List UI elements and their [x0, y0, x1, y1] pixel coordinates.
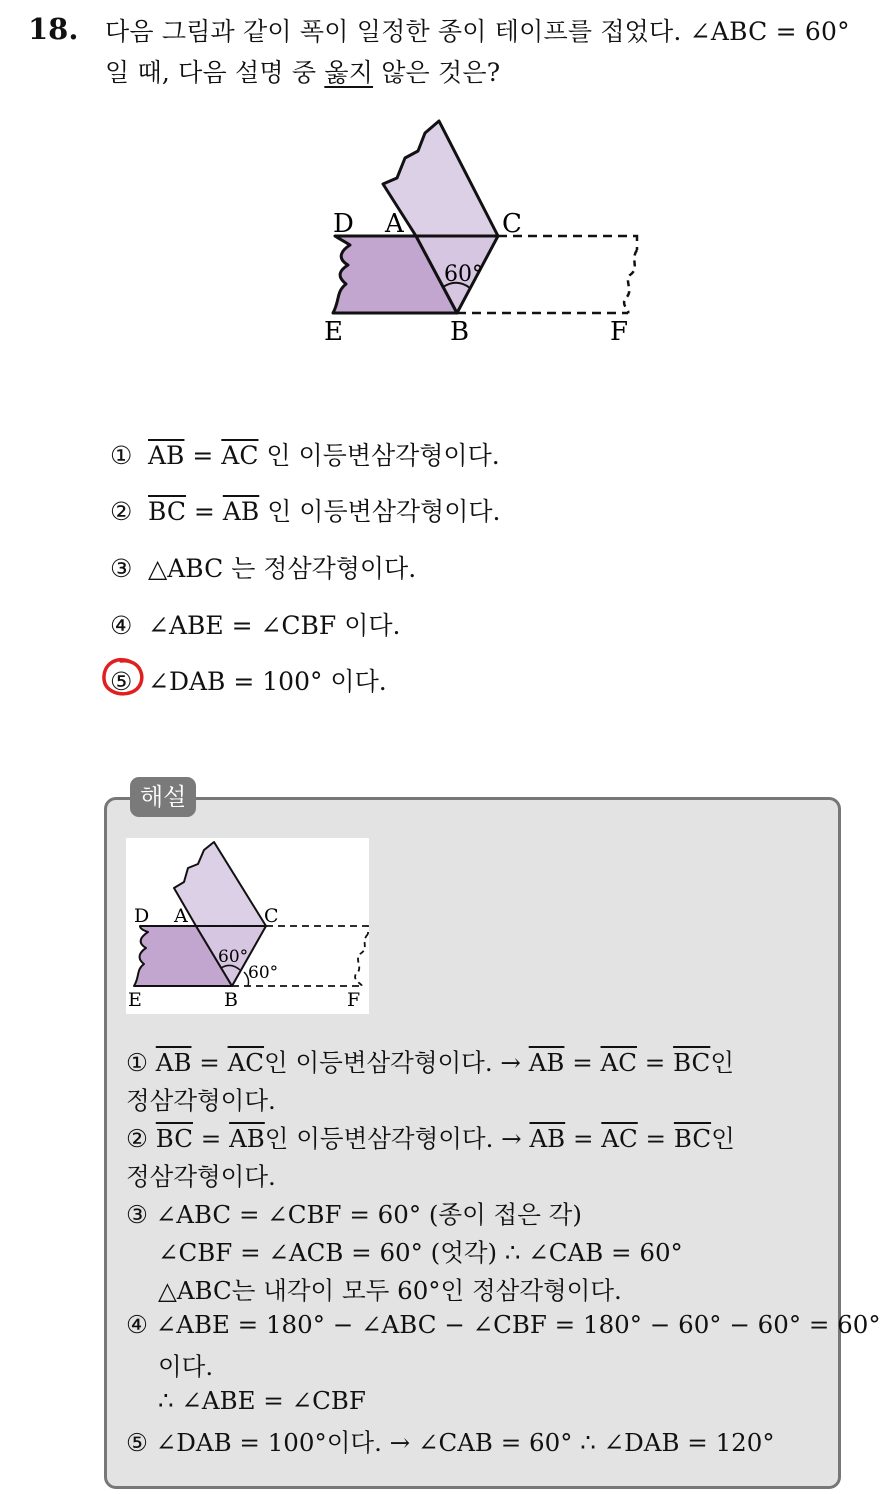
sol-strip-upper: [174, 842, 266, 926]
question-text-line2: [105, 53, 500, 89]
choice-number: ⑤: [110, 667, 133, 696]
equals-sign: =: [191, 1048, 228, 1077]
label-b: B: [450, 317, 470, 347]
sol-label-d: D: [134, 905, 150, 927]
question-text-post: 않은 것은?: [373, 58, 501, 87]
label-a: A: [385, 209, 404, 239]
label-f: F: [610, 317, 629, 347]
label-c: C: [502, 209, 522, 239]
equals-sign: =: [637, 1124, 674, 1153]
label-angle-60: 60°: [444, 262, 483, 287]
solution-step-4-line1: ④ ∠ABE = 180° − ∠ABC − ∠CBF = 180° − 60° − 60° = 60°: [126, 1310, 881, 1339]
segment-ac: $\overline{AC}$: [221, 441, 259, 470]
segment-bc: $\overline{BC}$: [148, 497, 186, 526]
segment: $\overline{AC}$: [600, 1048, 637, 1077]
sol-label-a: A: [174, 905, 188, 927]
solution-step-1: [126, 1044, 734, 1079]
folded-tape-figure: [0, 100, 884, 460]
sol-dashed-torn-edge: [355, 934, 368, 986]
sol-label-b: B: [224, 989, 238, 1011]
choice-text: ∠ABE = ∠CBF 이다.: [148, 611, 401, 640]
segment: $\overline{AB}$: [528, 1048, 565, 1077]
question-text-line1: 다음 그림과 같이 폭이 일정한 종이 테이프를 접었다. ∠ABC = 60°: [105, 17, 850, 46]
segment: $\overline{AC}$: [601, 1124, 638, 1153]
solution-step-4-line2: 이다.: [158, 1352, 214, 1381]
step-text: 인: [710, 1048, 734, 1077]
step-number: ②: [126, 1124, 148, 1153]
choice-number: ③: [110, 554, 133, 583]
segment-ab: $\overline{AB}$: [148, 441, 185, 470]
choice-number: ②: [110, 497, 133, 526]
sol-label-angle1: 60°: [218, 947, 249, 967]
solution-step-2: [126, 1120, 735, 1155]
solution-step-2-cont: 정삼각형이다.: [126, 1162, 276, 1191]
segment: $\overline{AB}$: [229, 1124, 265, 1153]
sol-label-c: C: [264, 905, 279, 927]
choice-number: ①: [110, 441, 133, 470]
step-text: 인 이등변삼각형이다. →: [264, 1124, 530, 1153]
choice-2[interactable]: [110, 492, 500, 528]
step-text: 인 이등변삼각형이다. →: [264, 1048, 529, 1077]
dashed-torn-edge: [624, 250, 637, 313]
choice-1[interactable]: [110, 436, 500, 472]
equals-sign: =: [185, 497, 223, 526]
segment: $\overline{BC}$: [673, 1048, 711, 1077]
equals-sign: =: [565, 1124, 602, 1153]
answer-circle-mark: [101, 656, 145, 698]
choice-3[interactable]: [110, 549, 416, 585]
segment-ab: $\overline{AB}$: [222, 497, 260, 526]
question-text-pre: 일 때, 다음 설명 중: [105, 58, 325, 87]
choice-4[interactable]: [110, 606, 400, 642]
segment: $\overline{AB}$: [529, 1124, 566, 1153]
segment: $\overline{AC}$: [227, 1048, 265, 1077]
solution-tag: 해설: [130, 777, 196, 817]
equals-sign: =: [564, 1048, 601, 1077]
solution-step-3-line2: ∠CBF = ∠ACB = 60° (엇각) ∴ ∠CAB = 60°: [158, 1238, 683, 1267]
choice-text: 인 이등변삼각형이다.: [259, 497, 501, 526]
sol-label-e: E: [128, 989, 142, 1011]
choice-text: △ABC 는 정삼각형이다.: [148, 554, 417, 583]
step-number: ①: [126, 1048, 148, 1077]
choice-text: ∠DAB = 100° 이다.: [148, 667, 387, 696]
label-d: D: [333, 209, 354, 239]
equals-sign: =: [636, 1048, 674, 1077]
solution-step-3-line1: ③ ∠ABC = ∠CBF = 60° (종이 접은 각): [126, 1200, 582, 1229]
solution-step-1-cont: 정삼각형이다.: [126, 1086, 276, 1115]
choice-text: 인 이등변삼각형이다.: [258, 441, 500, 470]
solution-step-3-line3: △ABC는 내각이 모두 60°인 정삼각형이다.: [158, 1276, 622, 1305]
sol-label-f: F: [347, 989, 361, 1011]
question-number: 18.: [28, 12, 79, 46]
segment: $\overline{BC}$: [155, 1124, 193, 1153]
solution-step-4-line3: ∴ ∠ABE = ∠CBF: [158, 1386, 366, 1415]
solution-step-5: ⑤ ∠DAB = 100°이다. → ∠CAB = 60° ∴ ∠DAB = 120°: [126, 1428, 775, 1457]
segment: $\overline{BC}$: [673, 1124, 712, 1153]
solution-figure: [126, 838, 369, 1014]
step-text: 인: [711, 1124, 735, 1153]
equals-sign: =: [192, 1124, 230, 1153]
sol-label-angle2: 60°: [248, 963, 279, 983]
question-underlined-word: 옳지: [324, 58, 374, 87]
segment: $\overline{AB}$: [155, 1048, 192, 1077]
equals-sign: =: [184, 441, 222, 470]
label-e: E: [324, 317, 343, 347]
choice-number: ④: [110, 611, 133, 640]
choice-5[interactable]: [110, 662, 387, 698]
